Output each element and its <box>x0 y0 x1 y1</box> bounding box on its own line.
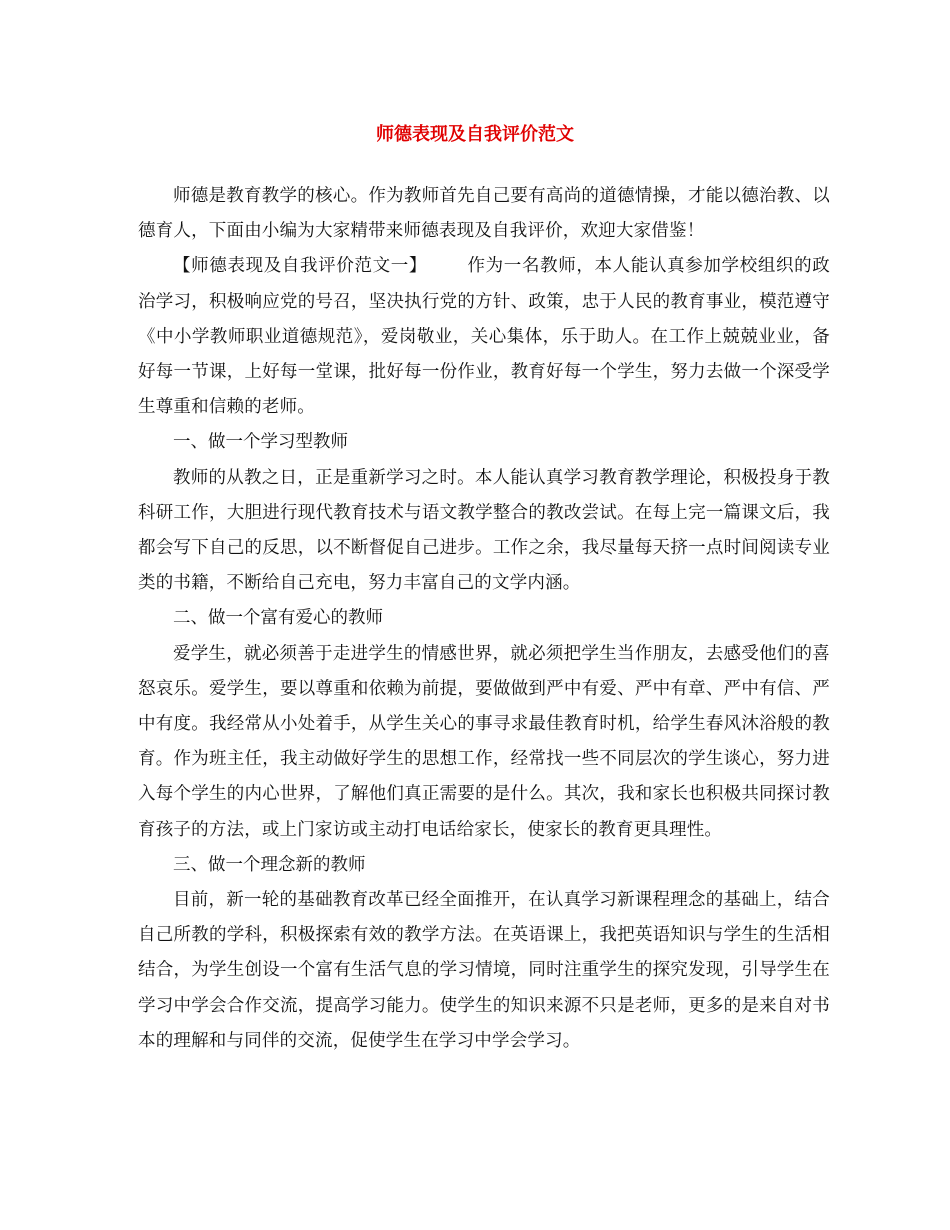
section-paragraph: 爱学生，就必须善于走进学生的情感世界，就必须把学生当作朋友，去感受他们的喜怒哀乐。爱学生，要以尊重和依赖为前提，要做做到严中有爱、严中有章、严中有信、严中有度。我经常从小处着手，从学生关心的事寻求最佳教育时机，给学生春风沐浴般的教育。作为班主任，我主动做好学生的思想工作，经常找一些不同层次的学生谈心，努力进入每个学生的内心世界，了解他们真正需要的是什么。其次，我和家长也积极共同探讨教育孩子的方法，或上门家访或主动打电话给家长，使家长的教育更具理性。 <box>138 643 830 840</box>
document-body <box>138 179 830 1059</box>
section-paragraph: 目前，新一轮的基础教育改革已经全面推开，在认真学习新课程理念的基础上，结合自己所教的学科，积极探索有效的教学方法。在英语课上，我把英语知识与学生的生活相结合，为学生创设一个富有生活气息的学习情境，同时注重学生的探究发现，引导学生在学习中学会合作交流，提高学习能力。使学生的知识来源不只是老师，更多的是来自对书本的理解和与同伴的交流，促使学生在学习中学会学习。 <box>138 890 830 1051</box>
section-heading: 一、做一个学习型教师 <box>173 432 348 453</box>
section-heading: 三、做一个理念新的教师 <box>173 854 366 875</box>
section-paragraph: 教师的从教之日，正是重新学习之时。本人能认真学习教育教学理论，积极投身于教科研工作，大胆进行现代教育技术与语文教学整合的教改尝试。在每上完一篇课文后，我都会写下自己的反思，以不断督促自己进步。工作之余，我尽量每天挤一点时间阅读专业类的书籍，不断给自己充电，努力丰富自己的文学内涵。 <box>138 467 830 594</box>
intro-paragraph: 师德是教育教学的核心。作为教师首先自己要有高尚的道德情操，才能以德治教、以德育人，下面由小编为大家精带来师德表现及自我评价，欢迎大家借鉴！ <box>138 186 830 242</box>
document-title: 师德表现及自我评价范文 <box>376 124 574 145</box>
sample-label: 【师德表现及自我评价范文一】 <box>173 256 428 277</box>
section-heading: 二、做一个富有爱心的教师 <box>173 608 383 629</box>
sample-paragraph <box>138 249 830 425</box>
sample-text: 作为一名教师，本人能认真参加学校组织的政治学习，积极响应党的号召，坚决执行党的方针、政策，忠于人民的教育事业，模范遵守《中小学教师职业道德规范》，爱岗敬业，关心集体，乐于助人。在工作上兢兢业业，备好每一节课，上好每一堂课，批好每一份作业，教育好每一个学生，努力去做一个深受学生尊重和信赖的老师。 <box>138 256 830 418</box>
